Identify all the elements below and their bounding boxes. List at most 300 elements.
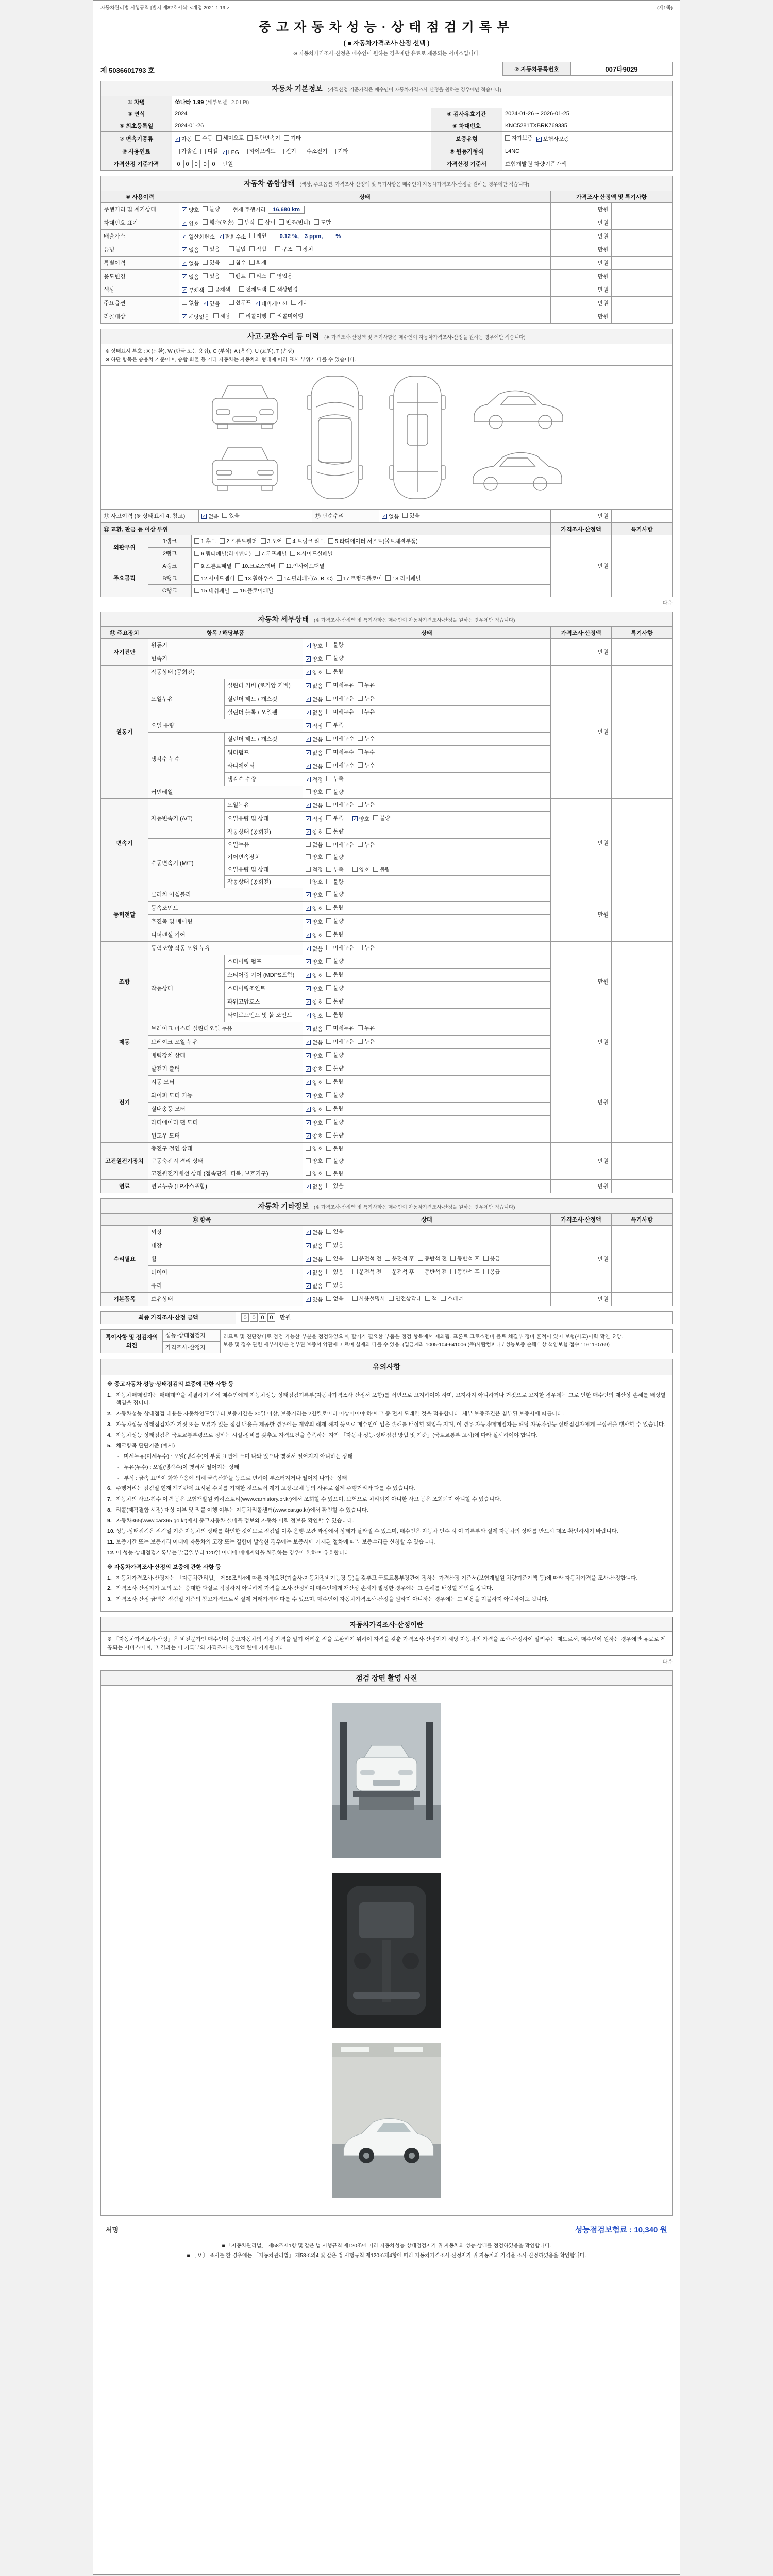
checkbox-양호[interactable] xyxy=(306,1145,323,1153)
opinion-appraiser-label: 가격조사·산정자 xyxy=(163,1341,221,1353)
device-state xyxy=(303,759,551,772)
option-group xyxy=(306,1037,378,1047)
remark-cell xyxy=(611,256,672,269)
checkbox-불량[interactable] xyxy=(326,827,343,835)
checkbox-운전석 전[interactable] xyxy=(352,1268,382,1276)
checkbox-14.필러패널(A, B, C)[interactable] xyxy=(277,574,332,582)
checkbox-없음[interactable] xyxy=(306,1256,323,1263)
checkbox-양호[interactable] xyxy=(306,669,323,676)
checkbox-없음[interactable] xyxy=(306,1025,323,1033)
price-digit: 0 xyxy=(175,160,182,168)
checkbox-양호[interactable] xyxy=(306,1157,323,1165)
checkbox-있음[interactable] xyxy=(326,1268,343,1276)
checkbox-운전석 후[interactable] xyxy=(385,1268,414,1276)
device-subitem: 오일누유 xyxy=(225,798,303,811)
checkbox-미세누유[interactable] xyxy=(326,801,354,808)
checkbox-미세누유[interactable] xyxy=(326,1024,354,1032)
checkbox-운전석 전[interactable] xyxy=(352,1255,382,1262)
checkbox-자가보증[interactable] xyxy=(505,134,533,142)
section-accident-title-note: (※ 가격조사·산정액 및 특기사항은 매수인이 자동차가격조사·산정을 원하는 경우에만 적습니다) xyxy=(324,334,526,341)
notice-text: 자동차매매업자는 매매계약을 체결하기 전에 매수인에게 자동차성능·상태점검기록부(자동차가격조사·산정서 포함)를 서면으로 고지하여야 하며, 고지하지 아니하거나 거짓으로 고지한 경우에는 그로 인한 매수인의 재산상 손해를 배상할 책임을 집니다. xyxy=(116,1392,666,1406)
checkbox-양호[interactable] xyxy=(306,642,323,650)
checkbox-침수[interactable] xyxy=(229,259,246,266)
checkbox-무단변속기[interactable] xyxy=(247,134,280,142)
checkbox-box: ✓ xyxy=(203,301,208,306)
checkbox-box xyxy=(326,1256,331,1261)
checkbox-운전석 후[interactable] xyxy=(385,1255,414,1262)
checkbox-label: 양호 xyxy=(312,1133,323,1140)
checkbox-label: 자가보증 xyxy=(511,135,533,141)
checkbox-없음[interactable] xyxy=(306,736,323,743)
checkbox-있음[interactable] xyxy=(203,245,220,253)
checkbox-양호[interactable] xyxy=(306,931,323,939)
checkbox-미세누수[interactable] xyxy=(326,735,354,742)
checkbox-리스[interactable] xyxy=(249,272,266,280)
checkbox-4.트렁크 리드[interactable] xyxy=(286,537,325,545)
checkbox-리콜미이행[interactable] xyxy=(270,312,303,320)
checkbox-양호[interactable] xyxy=(306,1065,323,1073)
checkbox-불량[interactable] xyxy=(326,1105,343,1112)
checkbox-label: 양호 xyxy=(189,220,199,227)
checkbox-불량[interactable] xyxy=(326,1051,343,1059)
checkbox-화재[interactable] xyxy=(249,259,266,266)
checkbox-불량[interactable] xyxy=(326,1118,343,1126)
checkbox-미세누유[interactable] xyxy=(326,1038,354,1045)
checkbox-동반석 후[interactable] xyxy=(450,1268,480,1276)
checkbox-불량[interactable] xyxy=(326,853,343,861)
checkbox-있음[interactable] xyxy=(306,1296,323,1303)
device-subitem: 워터펌프 xyxy=(225,745,303,759)
checkbox-양호[interactable] xyxy=(306,1079,323,1087)
checkbox-불량[interactable] xyxy=(326,971,343,978)
checkbox-전기[interactable] xyxy=(279,147,296,155)
checkbox-부족[interactable] xyxy=(326,814,343,822)
checkbox-12.사이드멤버[interactable] xyxy=(194,574,234,582)
checkbox-누유[interactable] xyxy=(358,694,375,702)
checkbox-리콜이행[interactable] xyxy=(239,312,267,320)
checkbox-label: 불량 xyxy=(333,789,344,795)
checkbox-불량[interactable] xyxy=(326,1145,343,1153)
column-header: 항목 / 해당부품 xyxy=(148,626,303,638)
checkbox-해당[interactable] xyxy=(213,312,230,320)
checkbox-13.휠하우스[interactable] xyxy=(238,574,273,582)
checkbox-불량[interactable] xyxy=(326,788,343,796)
checkbox-누유[interactable] xyxy=(358,944,375,952)
checkbox-label: 누수 xyxy=(364,749,375,755)
checkbox-box xyxy=(239,313,244,318)
checkbox-없음[interactable] xyxy=(182,273,199,281)
option-group xyxy=(306,654,347,664)
checkbox-box xyxy=(194,563,199,568)
device-item: 추진축 및 베어링 xyxy=(148,914,303,928)
price-notice-title: ※ 자동차가격조사·산정의 보증에 관한 사항 등 xyxy=(107,1564,221,1570)
checkbox-label: 운전석 전 xyxy=(359,1255,382,1262)
checkbox-없음[interactable] xyxy=(306,1242,323,1250)
checkbox-9.프론트패널[interactable] xyxy=(194,562,231,570)
checkbox-불량[interactable] xyxy=(326,1170,343,1177)
checkbox-양호[interactable] xyxy=(306,655,323,663)
checkbox-네비게이션[interactable] xyxy=(255,300,288,308)
checkbox-기타[interactable] xyxy=(331,147,348,155)
device-group: 변속기 xyxy=(101,798,148,888)
checkbox-적법[interactable] xyxy=(249,245,266,253)
checkbox-안전삼각대[interactable] xyxy=(389,1295,422,1302)
checkbox-있음[interactable] xyxy=(326,1255,343,1262)
checkbox-보험사보증[interactable] xyxy=(536,135,569,143)
notice-text: 자동차가격조사·산정자는 「자동차관리법」 제58조의4에 따른 자격요건(기술사·자동차정비기능장 등)을 갖추고 국토교통부장관이 정하는 가격산정 기준서(보험개발원 차량기준가액 등)에 따라 자동차가격을 조사·산정합니다. xyxy=(116,1574,638,1581)
checkbox-응급[interactable] xyxy=(483,1268,500,1276)
checkbox-2.프론트펜더[interactable] xyxy=(220,537,257,545)
checkbox-적정[interactable] xyxy=(306,815,323,823)
checkbox-미세누유[interactable] xyxy=(326,694,354,702)
checkbox-부족[interactable] xyxy=(326,775,343,783)
checkbox-box xyxy=(326,998,331,1004)
checkbox-스패너[interactable] xyxy=(441,1295,463,1302)
checkbox-불량[interactable] xyxy=(326,957,343,965)
checkbox-하이브리드[interactable] xyxy=(243,147,276,155)
checkbox-양호[interactable] xyxy=(306,1092,323,1100)
notice-text: 가격조사·산정 금액은 점검일 기준의 참고가격으로서 실제 거래가격과 다를 수 있으며, 매수인이 자동차가격조사·산정을 원하지 아니하는 경우에는 그 비용을 지불하지 아니하여도 됩니다. xyxy=(116,1596,549,1602)
checkbox-box: ✓ xyxy=(382,514,386,519)
checkbox-자동[interactable] xyxy=(175,135,192,143)
checkbox-양호[interactable] xyxy=(306,788,323,796)
checkbox-없음[interactable] xyxy=(306,709,323,717)
checkbox-11.인사이드패널[interactable] xyxy=(279,562,325,570)
device-item: 오일누유 xyxy=(148,679,225,719)
checkbox-동반석 전[interactable] xyxy=(418,1268,447,1276)
checkbox-양호[interactable] xyxy=(306,1132,323,1140)
checkbox-양호[interactable] xyxy=(306,918,323,926)
checkbox-있음[interactable] xyxy=(326,1281,343,1289)
checkbox-양호[interactable] xyxy=(306,878,323,886)
checkbox-있음[interactable] xyxy=(402,512,419,519)
checkbox-label: 양호 xyxy=(312,854,323,860)
checkbox-불량[interactable] xyxy=(326,878,343,886)
checkbox-box xyxy=(200,149,206,154)
checkbox-도말[interactable] xyxy=(314,218,331,226)
checkbox-양호[interactable] xyxy=(306,998,323,1006)
checkbox-불량[interactable] xyxy=(373,814,390,822)
checkbox-없음[interactable] xyxy=(306,802,323,809)
device-subitem: 냉각수 수량 xyxy=(225,772,303,786)
checkbox-디젤[interactable] xyxy=(200,147,217,155)
checkbox-있음[interactable] xyxy=(203,272,220,280)
checkbox-label: 기타 xyxy=(290,135,301,141)
checkbox-색상변경[interactable] xyxy=(270,285,298,293)
checkbox-적정[interactable] xyxy=(306,776,323,784)
checkbox-불량[interactable] xyxy=(326,668,343,675)
checkbox-없음[interactable] xyxy=(182,260,199,267)
checkbox-17.트렁크플로어[interactable] xyxy=(337,574,382,582)
checkbox-불량[interactable] xyxy=(326,1157,343,1165)
checkbox-해당없음[interactable] xyxy=(182,313,210,321)
option-group xyxy=(306,721,347,731)
checkbox-전체도색[interactable] xyxy=(239,285,267,293)
inspector-opinion-table xyxy=(100,1329,673,1353)
checkbox-box: ✓ xyxy=(182,234,187,239)
checkbox-label: 불량 xyxy=(333,1132,344,1139)
checkbox-적정[interactable] xyxy=(306,866,323,873)
simple-repair-label: ⑫ 단순수리 xyxy=(312,509,379,522)
device-state xyxy=(303,851,551,863)
checkbox-양호[interactable] xyxy=(306,1012,323,1020)
checkbox-일산화탄소[interactable] xyxy=(182,233,215,241)
option-group xyxy=(239,312,307,320)
overall-status-table xyxy=(100,191,673,324)
option-group xyxy=(306,1091,347,1100)
checkbox-상이[interactable] xyxy=(258,218,275,226)
usage-label: 배출가스 xyxy=(101,229,179,243)
checkbox-양호[interactable] xyxy=(306,1052,323,1060)
checkbox-불량[interactable] xyxy=(326,1131,343,1139)
checkbox-사용설명서[interactable] xyxy=(352,1295,385,1302)
checkbox-없음[interactable] xyxy=(306,1269,323,1277)
checkbox-label: 8.사이드실패널 xyxy=(297,550,333,557)
checkbox-없음[interactable] xyxy=(306,1039,323,1046)
checkbox-양호[interactable] xyxy=(306,1119,323,1127)
section-detail-title-text: 자동차 세부상태 xyxy=(258,615,309,623)
column-header: 상태 xyxy=(303,626,551,638)
checkbox-동반석 후[interactable] xyxy=(450,1255,480,1262)
checkbox-양호[interactable] xyxy=(306,1170,323,1177)
checkbox-훼손(오손)[interactable] xyxy=(203,218,234,226)
checkbox-불량[interactable] xyxy=(326,1011,343,1019)
checkbox-양호[interactable] xyxy=(306,958,323,966)
checkbox-미세누수[interactable] xyxy=(326,761,354,769)
option-group xyxy=(239,285,301,294)
checkbox-LPG[interactable] xyxy=(222,149,239,156)
section-etc-title xyxy=(100,1198,673,1213)
checkbox-7.루프패널[interactable] xyxy=(255,550,287,557)
device-state xyxy=(303,955,551,968)
checkbox-없음[interactable] xyxy=(182,246,199,254)
option-group xyxy=(352,865,394,874)
checkbox-8.사이드실패널[interactable] xyxy=(290,550,333,557)
checkbox-가솔린[interactable] xyxy=(175,147,197,155)
checkbox-label: 있음 xyxy=(333,1268,344,1275)
checkbox-6.쿼터패널(리어펜더)[interactable] xyxy=(194,550,251,557)
checkbox-있음[interactable] xyxy=(222,512,239,519)
checkbox-렌트[interactable] xyxy=(229,272,246,280)
device-item: 커먼레일 xyxy=(148,786,303,798)
checkbox-선루프[interactable] xyxy=(229,299,251,307)
checkbox-불량[interactable] xyxy=(373,866,390,873)
checkbox-label: 불량 xyxy=(333,854,344,860)
checkbox-없음[interactable] xyxy=(306,696,323,703)
checkbox-누유[interactable] xyxy=(358,841,375,849)
checkbox-없음[interactable] xyxy=(306,1229,323,1236)
checkbox-box xyxy=(239,286,244,292)
checkbox-장치[interactable] xyxy=(296,245,313,253)
option-group xyxy=(352,814,394,823)
checkbox-구조[interactable] xyxy=(275,245,292,253)
checkbox-18.리어패널[interactable] xyxy=(385,574,421,582)
checkbox-매연[interactable] xyxy=(249,232,266,240)
checkbox-1.후드[interactable] xyxy=(194,537,216,545)
checkbox-있음[interactable] xyxy=(203,259,220,266)
device-row xyxy=(101,1292,673,1306)
checkbox-양호[interactable] xyxy=(306,905,323,912)
checkbox-없음[interactable] xyxy=(306,1282,323,1290)
checkbox-label: 13.휠하우스 xyxy=(245,575,274,582)
checkbox-양호[interactable] xyxy=(352,866,369,873)
checkbox-label: 있음 xyxy=(333,1255,344,1262)
checkbox-불량[interactable] xyxy=(326,1091,343,1099)
checkbox-적정[interactable] xyxy=(306,722,323,730)
section-basic-info xyxy=(100,81,673,171)
device-item: 클러치 어셈블리 xyxy=(148,888,303,901)
parts-group: 외판부위 xyxy=(101,535,148,560)
option-group xyxy=(306,1294,347,1304)
price-cell: 만원 xyxy=(550,256,611,269)
checkbox-양호[interactable] xyxy=(306,985,323,993)
checkbox-있음[interactable] xyxy=(326,1241,343,1249)
checkbox-없음[interactable] xyxy=(306,749,323,757)
checkbox-불량[interactable] xyxy=(326,997,343,1005)
device-state xyxy=(303,732,551,745)
field-transmission-label: ⑦ 변속기종류 xyxy=(101,132,172,145)
checkbox-부식[interactable] xyxy=(238,218,255,226)
device-state xyxy=(303,928,551,941)
checkbox-세미오토[interactable] xyxy=(216,134,244,142)
checkbox-양호[interactable] xyxy=(182,206,199,214)
checkbox-양호[interactable] xyxy=(306,828,323,836)
checkbox-없음[interactable] xyxy=(306,682,323,690)
checkbox-응급[interactable] xyxy=(483,1255,500,1262)
checkbox-불량[interactable] xyxy=(203,205,220,213)
checkbox-수소전기[interactable] xyxy=(300,147,328,155)
device-subitem: 실린더 블록 / 오일팬 xyxy=(225,705,303,719)
checkbox-불량[interactable] xyxy=(326,1078,343,1086)
checkbox-부족[interactable] xyxy=(326,721,343,729)
checkbox-box xyxy=(441,1296,446,1301)
checkbox-불량[interactable] xyxy=(326,1064,343,1072)
checkbox-유채색[interactable] xyxy=(208,285,230,293)
checkbox-5.라디에이터 서포트(볼트체결부품)[interactable] xyxy=(328,537,418,545)
checkbox-box xyxy=(284,135,289,141)
checkbox-label: 불량 xyxy=(333,891,344,897)
checkbox-box xyxy=(194,551,199,556)
checkbox-box xyxy=(385,1256,390,1261)
checkbox-누수[interactable] xyxy=(358,761,375,769)
checkbox-label: 있음 xyxy=(312,1296,323,1303)
checkbox-label: 동반석 전 xyxy=(424,1268,447,1275)
checkbox-누유[interactable] xyxy=(358,801,375,808)
checkbox-box: ✓ xyxy=(306,829,310,835)
notice-intro: ※ 중고자동차 성능·상태점검의 보증에 관한 사항 등 xyxy=(107,1381,234,1387)
checkbox-없음[interactable] xyxy=(382,513,399,520)
checkbox-없음[interactable] xyxy=(326,1295,343,1302)
checkbox-없음[interactable] xyxy=(182,299,199,307)
checkbox-label: 불량 xyxy=(333,655,344,662)
checkbox-미세누수[interactable] xyxy=(326,748,354,756)
device-item: 타이어 xyxy=(148,1265,303,1279)
checkbox-없음[interactable] xyxy=(306,762,323,770)
checkbox-label: 응급 xyxy=(490,1268,500,1275)
checkbox-없음[interactable] xyxy=(201,513,219,520)
emission-values: 0.12 %, 3 ppm, % xyxy=(279,233,341,240)
checkbox-box xyxy=(306,879,311,884)
checkbox-불법[interactable] xyxy=(229,245,246,253)
checkbox-있음[interactable] xyxy=(203,300,220,308)
checkbox-누유[interactable] xyxy=(358,708,375,716)
checkbox-16.플로어패널[interactable] xyxy=(233,587,273,595)
checkbox-잭[interactable] xyxy=(425,1295,437,1302)
checkbox-불량[interactable] xyxy=(326,904,343,911)
checkbox-없음[interactable] xyxy=(306,945,323,953)
option-group xyxy=(182,298,224,308)
checkbox-누유[interactable] xyxy=(358,1038,375,1045)
checkbox-label: 전체도색 xyxy=(245,286,267,293)
checkbox-불량[interactable] xyxy=(326,930,343,938)
checkbox-누유[interactable] xyxy=(358,1024,375,1032)
checkbox-누유[interactable] xyxy=(358,681,375,689)
checkbox-box: ✓ xyxy=(306,999,310,1005)
checkbox-box xyxy=(402,513,408,518)
checkbox-box xyxy=(249,246,255,251)
checkbox-양호[interactable] xyxy=(306,1106,323,1113)
checkbox-부족[interactable] xyxy=(326,866,343,873)
checkbox-불량[interactable] xyxy=(326,641,343,649)
checkbox-무채색[interactable] xyxy=(182,286,204,294)
checkbox-없음[interactable] xyxy=(306,1183,323,1191)
checkbox-양호[interactable] xyxy=(306,853,323,861)
notice-number: 2. xyxy=(107,1411,112,1417)
checkbox-불량[interactable] xyxy=(326,890,343,898)
checkbox-미세누유[interactable] xyxy=(326,944,354,952)
checkbox-label: 양호 xyxy=(312,1066,323,1073)
checkbox-불량[interactable] xyxy=(326,984,343,992)
checkbox-누수[interactable] xyxy=(358,748,375,756)
checkbox-양호[interactable] xyxy=(306,972,323,979)
warranty-options xyxy=(502,132,672,145)
checkbox-box xyxy=(203,260,208,265)
checkbox-불량[interactable] xyxy=(326,917,343,925)
checkbox-label: 7.루프패널 xyxy=(261,550,287,557)
checkbox-기타[interactable] xyxy=(284,134,301,142)
checkbox-변조(변타)[interactable] xyxy=(279,218,310,226)
checkbox-불량[interactable] xyxy=(326,654,343,662)
checkbox-10.크로스멤버[interactable] xyxy=(235,562,275,570)
checkbox-label: 운전석 후 xyxy=(392,1268,414,1275)
checkbox-미세누유[interactable] xyxy=(326,841,354,849)
checkbox-3.도어[interactable] xyxy=(261,537,282,545)
checkbox-양호[interactable] xyxy=(306,891,323,899)
checkbox-15.대쉬패널[interactable] xyxy=(194,587,229,595)
checkbox-수동[interactable] xyxy=(195,134,212,142)
checkbox-label: 미세누유 xyxy=(333,944,354,951)
checkbox-label: 불량 xyxy=(333,931,344,938)
checkbox-탄화수소[interactable] xyxy=(219,233,246,241)
checkbox-box xyxy=(358,736,363,741)
checkbox-동반석 전[interactable] xyxy=(418,1255,447,1262)
option-group xyxy=(182,258,224,268)
checkbox-미세누유[interactable] xyxy=(326,681,354,689)
checkbox-없음[interactable] xyxy=(306,841,323,849)
checkbox-있음[interactable] xyxy=(326,1228,343,1235)
checkbox-box xyxy=(326,1229,331,1234)
checkbox-미세누유[interactable] xyxy=(326,708,354,716)
checkbox-있음[interactable] xyxy=(326,1182,343,1190)
checkbox-box: ✓ xyxy=(182,207,187,212)
checkbox-label: 불량 xyxy=(379,815,391,821)
checkbox-양호[interactable] xyxy=(352,815,369,823)
checkbox-label: 안전삼각대 xyxy=(395,1295,422,1302)
checkbox-영업용[interactable] xyxy=(270,272,292,280)
checkbox-기타[interactable] xyxy=(291,299,308,307)
checkbox-누수[interactable] xyxy=(358,735,375,742)
checkbox-양호[interactable] xyxy=(182,219,199,227)
